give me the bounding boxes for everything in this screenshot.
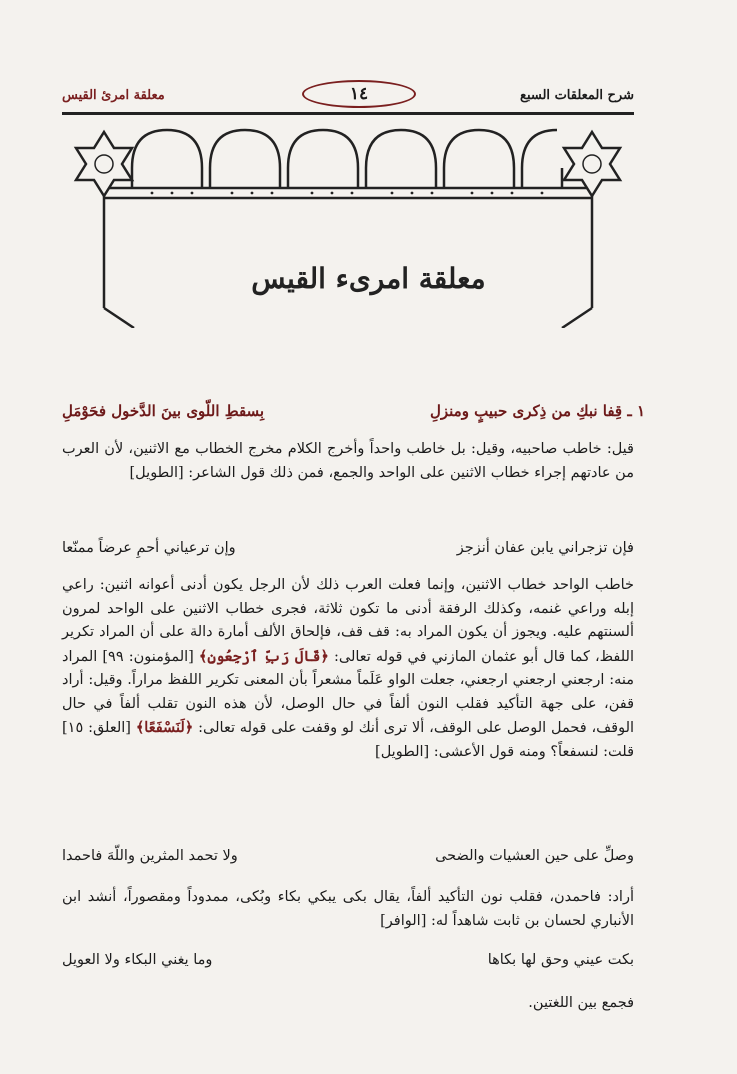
commentary-paragraph-1 xyxy=(62,438,634,485)
hemistich: وما يغني البكاء ولا العويل xyxy=(62,952,213,968)
commentary-paragraph-2 xyxy=(62,574,634,764)
page-number: ١٤ xyxy=(302,80,416,108)
hemistich: بكت عيني وحق لها بكاها xyxy=(487,952,634,968)
verse-1-hemistich-1: ١ ـ قِفا نبكِ من ذِكرى حبيبٍ ومنزلِ xyxy=(429,402,645,420)
quran-quote: ﴿قَالَ رَبِّ ٱرْجِعُونِ﴾ xyxy=(198,647,329,665)
paragraph-text: خاطب الواحد خطاب الاثنين، وإنما فعلت العرب ذلك لأن الرجل يكون أدنى أعوانه اثنين: راعي إبله وراعي غنمه، وكذلك الرفقة أدنى ما تكون ثلاثة، فجرى خطاب الاثنين على الواحد لمرون ألسنتهم عليه. ويجوز أن يكون المراد به: قف قف، فإلحاق الألف أمارة دالة على أن المراد تكرير اللفظ، كما قال أبو عثمان المازني في قوله تعالى: xyxy=(62,577,635,665)
verse-1-hemistich-2: بِسقطِ اللّوى بينَ الدَّخول فحَوْمَلِ xyxy=(62,402,265,420)
closing-line xyxy=(62,992,634,1016)
header-rule xyxy=(62,112,634,115)
hemistich: ولا تحمد المثرين واللّهَ فاحمدا xyxy=(62,848,238,864)
hemistich: فإن تزجراني يابن عفان أنزجز xyxy=(456,540,634,556)
arch-ornament xyxy=(62,118,634,328)
quran-quote: ﴿لَنَسْفَعًا﴾ xyxy=(135,719,194,736)
book-title: شرح المعلقات السبع xyxy=(520,88,634,103)
paragraph-text: [العلق: ١٥] قلت: لنسفعاً؟ ومنه قول الأعشى: [الطويل] xyxy=(62,720,634,760)
hemistich: وصلِّ على حين العشيات والضحى xyxy=(435,848,634,864)
running-header xyxy=(62,78,634,110)
poem-title: معلقة امرىء القيس xyxy=(251,262,486,295)
hemistich: وإن ترعياني أحمِ عرضاً ممنّعا xyxy=(62,540,236,556)
paragraph-text: [المؤمنون: ٩٩] المراد منه: ارجعني ارجعني ارجعني، جعلت الواو عَلَماً مشعراً بأن المعنى تكرير اللفظ مراراً. وقيل: أراد قفن، على جهة التأكيد فقلب النون ألفاً في حال الوصل، لأن هذه النون تقلب ألفاً في حال الوقف، فحمل الوصل على الوقف، ألا ترى أنك لو وقفت على قوله تعالى: xyxy=(62,648,635,736)
paragraph-text: أراد: فاحمدن، فقلب نون التأكيد ألفاً، يقال بكى يبكي بكاء وبُكى، ممدوداً ومقصوراً، أنشد ابن الأنباري لحسان بن ثابت شاهداً له: [الوافر] xyxy=(62,889,634,929)
paragraph-text: فجمع بين اللغتين. xyxy=(528,995,634,1011)
commentary-paragraph-3 xyxy=(62,886,634,933)
paragraph-text: قيل: خاطب صاحبيه، وقيل: بل خاطب واحداً وأخرج الكلام مخرج الخطاب مع الاثنين، لأن العرب من عادتهم إجراء خطاب الاثنين على الواحد والجمع، فمن ذلك قول الشاعر: [الطويل] xyxy=(62,441,634,481)
section-title: معلقة امرئ القيس xyxy=(62,88,165,103)
